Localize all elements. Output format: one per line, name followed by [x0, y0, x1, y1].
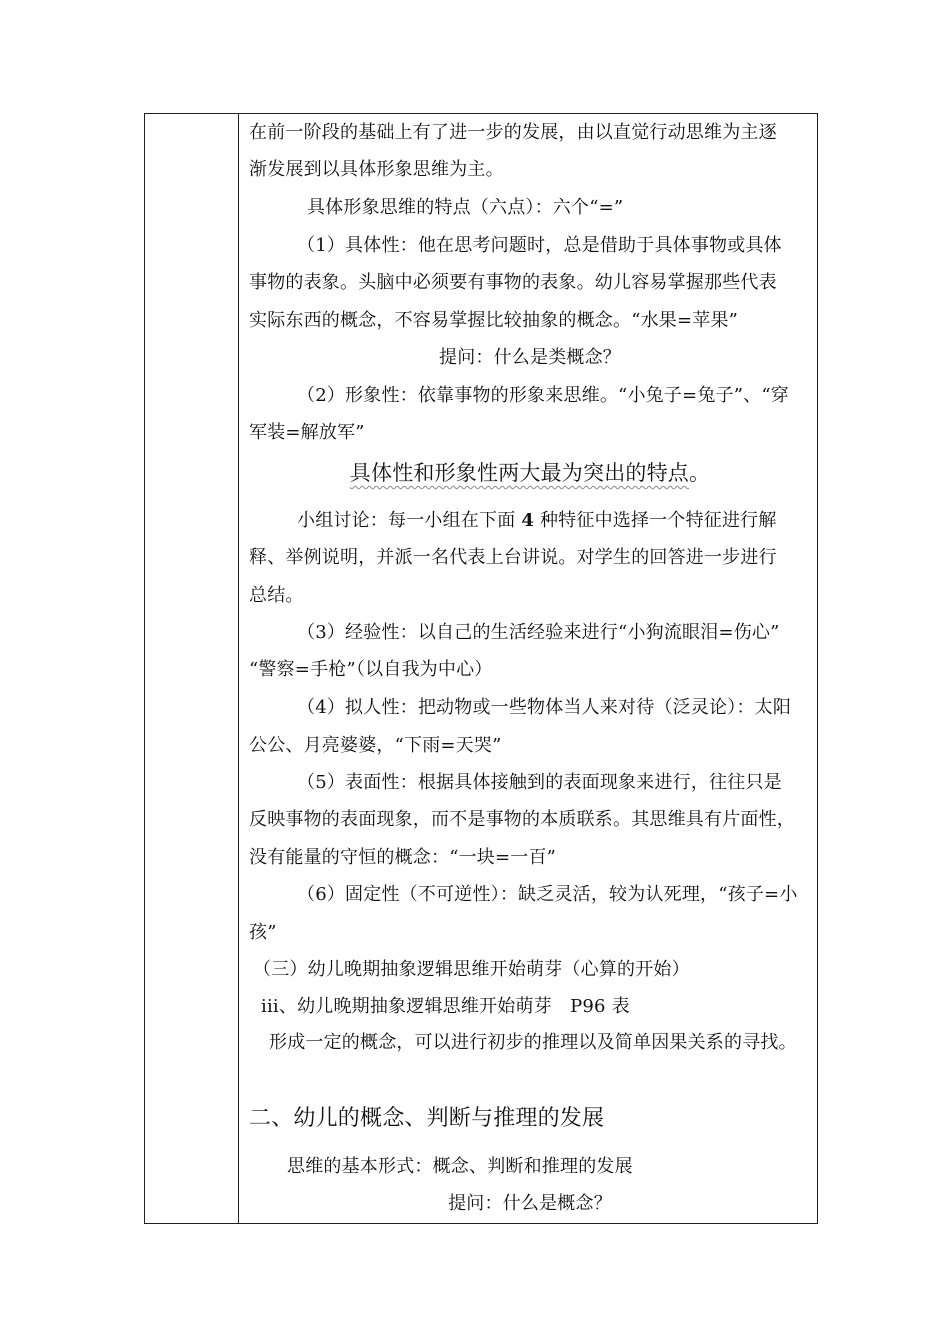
text-line: 军装=解放军” [249, 422, 365, 443]
text-line: 总结。 [249, 585, 304, 606]
text-line: （4）拟人性：把动物或一些物体当人来对待（泛灵论）：太阳 [297, 697, 792, 718]
text-line: “警察=手枪”（以自我为中心） [249, 659, 493, 680]
question-prompt: 提问：什么是概念？ [448, 1193, 612, 1214]
highlight-text: 具体性和形象性两大最为突出的特点 [349, 461, 689, 485]
text-part: 种特征中选择一个特征进行解 [539, 510, 777, 531]
text-line: （5）表面性：根据具体接触到的表面现象来进行，往往只是 [297, 772, 782, 793]
text-part: 小组讨论：每一小组在下面 [297, 510, 516, 531]
text-line: 渐发展到以具体形象思维为主。 [249, 159, 504, 180]
text-line: 孩” [249, 922, 277, 943]
left-column-cell [145, 114, 239, 1223]
text-line: 形成一定的概念，可以进行初步的推理以及简单因果关系的寻找。 [269, 1032, 797, 1053]
highlight-statement [249, 461, 811, 485]
text-line: 在前一阶段的基础上有了进一步的发展，由以直觉行动思维为主逐 [249, 122, 777, 143]
text-line: 释、举例说明，并派一名代表上台讲说。对学生的回答进一步进行 [249, 547, 777, 568]
text-line: 事物的表象。头脑中必须要有事物的表象。幼儿容易掌握那些代表 [249, 272, 777, 293]
question-prompt: 提问：什么是类概念？ [439, 347, 621, 368]
text-line: （3）经验性：以自己的生活经验来进行“小狗流眼泪=伤心” [297, 622, 780, 643]
text-line: （6）固定性（不可逆性）：缺乏灵活，较为认死理，“孩子=小 [297, 884, 798, 905]
text-line: 反映事物的表面现象，而不是事物的本质联系。其思维具有片面性， [249, 809, 795, 830]
text-line [297, 509, 777, 533]
text-line: 公公、月亮婆婆，“下雨=天哭” [249, 735, 502, 756]
text-line: iii、幼儿晚期抽象逻辑思维开始萌芽 P96 表 [261, 996, 630, 1017]
section-subheading: （三）幼儿晚期抽象逻辑思维开始萌芽（心算的开始） [253, 959, 690, 980]
lesson-table [144, 113, 818, 1224]
highlight-punctuation: 。 [689, 461, 711, 485]
text-line: 实际东西的概念，不容易掌握比较抽象的概念。“水果=苹果” [249, 310, 739, 331]
bold-number: 4 [521, 510, 535, 531]
text-line: 没有能量的守恒的概念：“一块=一百” [249, 847, 557, 868]
section-heading: 二、幼儿的概念、判断与推理的发展 [249, 1106, 605, 1131]
text-line: （1）具体性：他在思考问题时，总是借助于具体事物或具体 [297, 235, 782, 256]
text-line: 思维的基本形式：概念、判断和推理的发展 [287, 1156, 633, 1177]
text-line: 具体形象思维的特点（六点）：六个“=” [307, 197, 624, 218]
text-line: （2）形象性：依靠事物的形象来思维。“小兔子=兔子”、“穿 [297, 385, 789, 406]
